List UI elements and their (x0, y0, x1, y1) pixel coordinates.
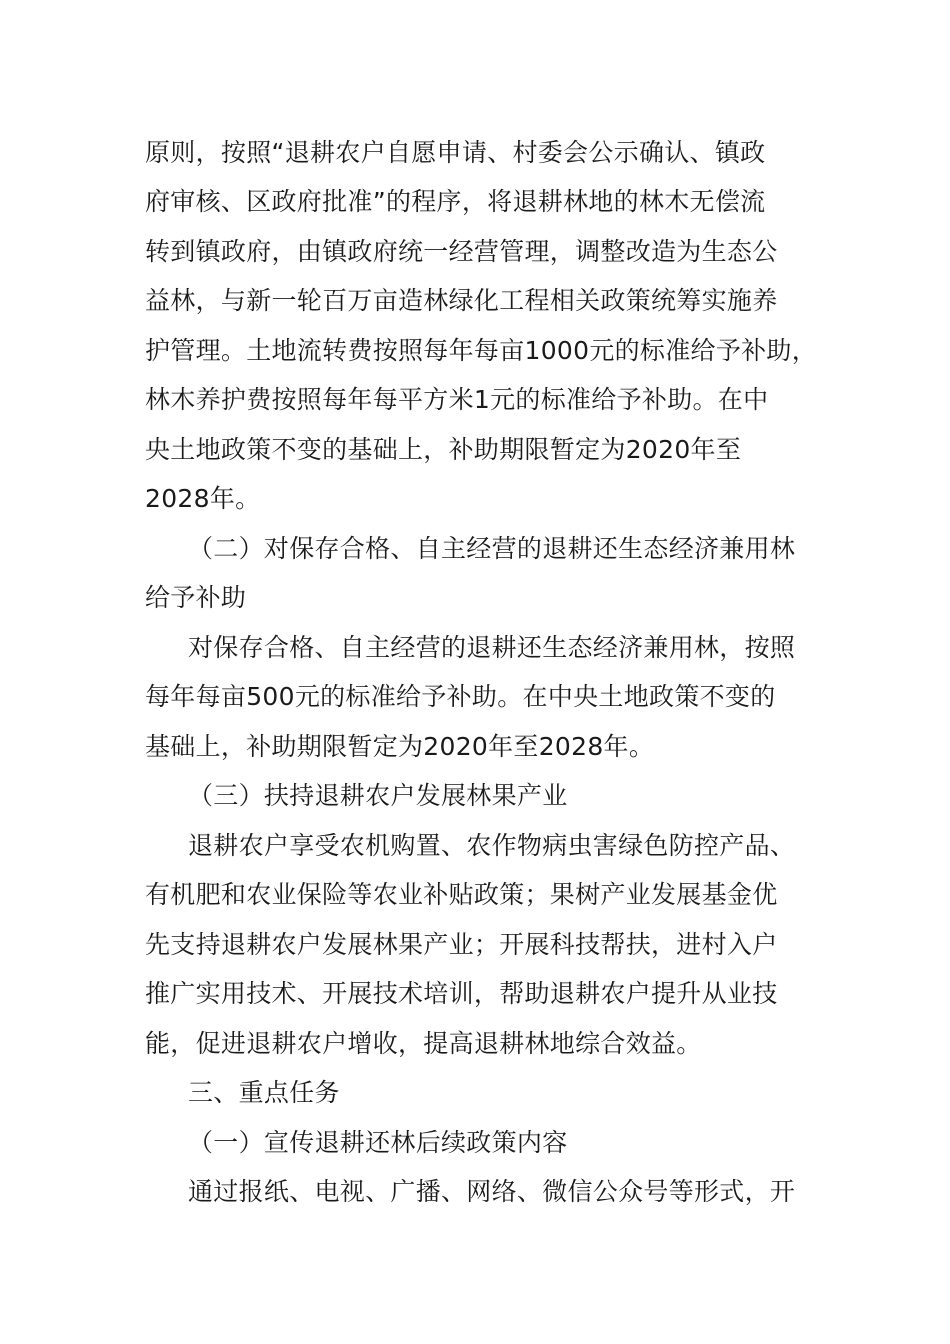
text-line-12: 每年每亩500元的标准给予补助。在中央土地政策不变的 (145, 682, 776, 711)
text-line-19: 能，促进退耕农户增收，提高退耕林地综合效益。 (145, 1029, 702, 1058)
section-heading-three: 三、重点任务 (188, 1078, 340, 1107)
text-line-2: 府审核、区政府批准”的程序，将退耕林地的林木无偿流 (145, 187, 766, 216)
text-line-16: 有机肥和农业保险等农业补贴政策；果树产业发展基金优 (145, 880, 778, 909)
text-line-22: 通过报纸、电视、广播、网络、微信公众号等形式，开 (188, 1177, 796, 1206)
text-line-6: 林木养护费按照每年每平方米1元的标准给予补助。在中 (145, 385, 769, 414)
text-line-11: 对保存合格、自主经营的退耕还生态经济兼用林，按照 (188, 633, 796, 662)
text-line-17: 先支持退耕农户发展林果产业；开展科技帮扶，进村入户 (145, 930, 778, 959)
text-line-4: 益林，与新一轮百万亩造林绿化工程相关政策统筹实施养 (145, 286, 778, 315)
text-line-7: 央土地政策不变的基础上，补助期限暂定为2020年至 (145, 435, 742, 464)
text-line-18: 推广实用技术、开展技术培训，帮助退耕农户提升从业技 (145, 979, 778, 1008)
subheading-two: （二）对保存合格、自主经营的退耕还生态经济兼用林 (188, 534, 796, 563)
subheading-two-continued: 给予补助 (145, 583, 247, 612)
text-line-3: 转到镇政府，由镇政府统一经营管理，调整改造为生态公 (145, 237, 778, 266)
subheading-three: （三）扶持退耕农户发展林果产业 (188, 781, 568, 810)
subheading-one: （一）宣传退耕还林后续政策内容 (188, 1128, 568, 1157)
text-line-15: 退耕农户享受农机购置、农作物病虫害绿色防控产品、 (188, 831, 796, 860)
text-line-13: 基础上，补助期限暂定为2020年至2028年。 (145, 732, 655, 761)
text-line-8: 2028年。 (145, 484, 261, 513)
text-line-5: 护管理。土地流转费按照每年每亩1000元的标准给予补助， (145, 336, 818, 365)
text-line-1: 原则，按照“退耕农户自愿申请、村委会公示确认、镇政 (145, 138, 766, 167)
